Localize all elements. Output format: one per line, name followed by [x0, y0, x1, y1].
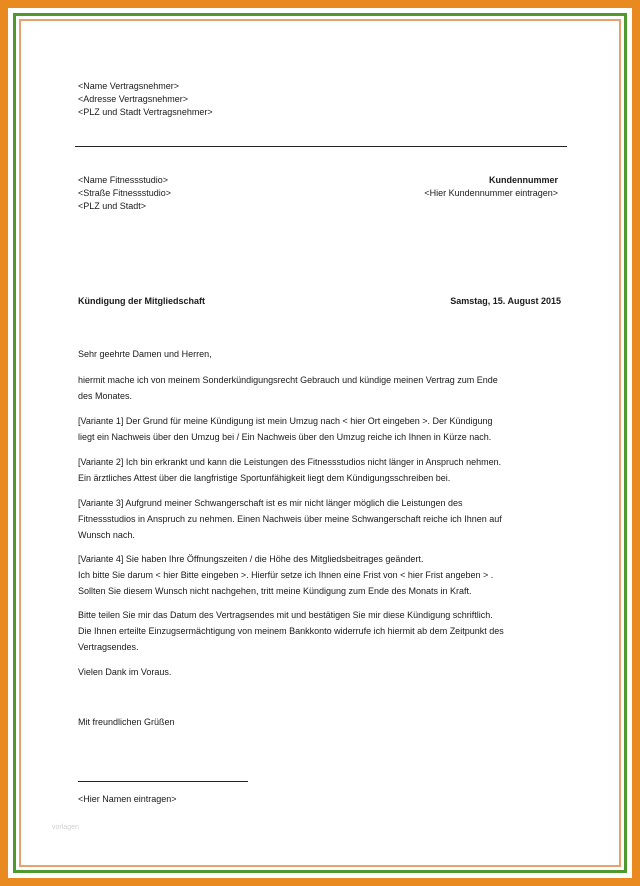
paragraph-line: Sollten Sie diesem Wunsch nicht nachgehen, tritt meine Kündigung zum Ende des Monats in Kraft. [78, 586, 472, 596]
paragraph-line: Vertragsendes. [78, 642, 139, 652]
paragraph-line: [Variante 1] Der Grund für meine Kündigung ist mein Umzug nach < hier Ort eingeben >. Der Kündigung [78, 416, 493, 426]
paragraph-variant-3 [78, 497, 568, 545]
sender-city: <PLZ und Stadt Vertragsnehmer> [78, 107, 213, 117]
thanks-line: Vielen Dank im Voraus. [78, 667, 172, 677]
recipient-street: <Straße Fitnessstudio> [78, 188, 172, 198]
sender-name: <Name Vertragsnehmer> [78, 81, 180, 91]
watermark: vorlagen [52, 824, 79, 831]
customer-number-block [424, 174, 558, 200]
paragraph-line: liegt ein Nachweis über den Umzug bei / Ein Nachweis über den Umzug reiche ich Ihnen in Kürze nach. [78, 432, 492, 442]
paragraph-intro [78, 374, 568, 406]
signature-name: <Hier Namen eintragen> [78, 794, 177, 804]
signature-line [78, 781, 248, 782]
paragraph-line: Ich bitte Sie darum < hier Bitte eingeben >. Hierfür setze ich Ihnen eine Frist von < hier Frist angeben > . [78, 570, 494, 580]
recipient-name: <Name Fitnessstudio> [78, 175, 169, 185]
paragraph-variant-4 [78, 553, 568, 601]
closing-line: Mit freundlichen Grüßen [78, 717, 175, 727]
sender-street: <Adresse Vertragsnehmer> [78, 94, 189, 104]
paragraph-line: des Monates. [78, 391, 133, 401]
paragraph-line: hiermit mache ich von meinem Sonderkündigungsrecht Gebrauch und kündige meinen Vertrag zum Ende [78, 375, 498, 385]
paragraph-line: Ein ärztliches Attest über die langfristige Sportunfähigkeit liegt dem Kündigungsschreiben bei. [78, 473, 451, 483]
paragraph-line: [Variante 2] Ich bin erkrankt und kann die Leistungen des Fitnessstudios nicht länger in Anspruch nehmen. [78, 457, 502, 467]
paragraph-variant-1 [78, 415, 568, 447]
recipient-city: <PLZ und Stadt> [78, 201, 147, 211]
letter-date: Samstag, 15. August 2015 [450, 296, 561, 306]
subject-line: Kündigung der Mitgliedschaft [78, 296, 205, 306]
sender-address [78, 80, 213, 119]
paragraph-line: Die Ihnen erteilte Einzugsermächtigung von meinem Bankkonto widerrufe ich hiermit ab dem Zeitpunkt des [78, 626, 504, 636]
paragraph-line: [Variante 4] Sie haben Ihre Öffnungszeiten / die Höhe des Mitgliedsbeitrages geändert. [78, 554, 424, 564]
customer-number-value: <Hier Kundennummer eintragen> [424, 188, 558, 198]
recipient-address [78, 174, 171, 213]
customer-number-label: Kundennummer [488, 175, 558, 185]
salutation: Sehr geehrte Damen und Herren, [78, 349, 212, 359]
paragraph-line: Fitnessstudios in Anspruch zu nehmen. Einen Nachweis über meine Schwangerschaft reiche ich Ihnen auf [78, 514, 502, 524]
header-divider [75, 146, 567, 147]
paragraph-line: Wunsch nach. [78, 530, 135, 540]
paragraph-line: Bitte teilen Sie mir das Datum des Vertragsendes mit und bestätigen Sie mir diese Kündigung schriftlich. [78, 610, 493, 620]
paragraph-line: [Variante 3] Aufgrund meiner Schwangerschaft ist es mir nicht länger möglich die Leistungen des [78, 498, 463, 508]
paragraph-request [78, 609, 568, 657]
paragraph-variant-2 [78, 456, 568, 488]
